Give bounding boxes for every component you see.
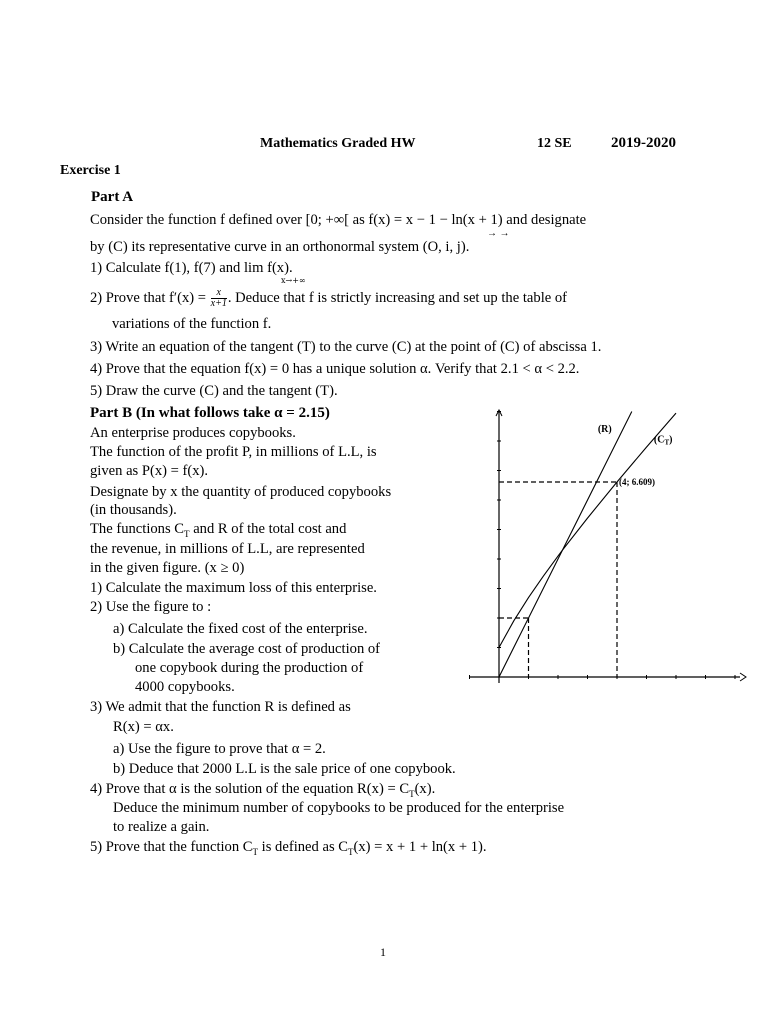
label-ct-text: (C	[653, 434, 665, 446]
label-point: (4; 6.609)	[619, 477, 655, 488]
line-6-text-b: and R of the total cost and	[189, 521, 347, 537]
revenue-line-r	[499, 412, 632, 678]
line-6-text: The functions C	[90, 521, 185, 537]
label-r: (R)	[597, 424, 612, 436]
part-b-q5	[90, 838, 487, 862]
part-b-q3c: a) Use the figure to prove that α = 2.	[113, 741, 326, 757]
part-b-line-2: The function of the profit P, in millions of L.L, is	[90, 444, 377, 460]
part-a-q4: 4) Prove that the equation f(x) = 0 has a unique solution α. Verify that 2.1 < α < 2.2.	[90, 361, 580, 377]
class-label: 12 SE	[537, 136, 572, 151]
q5-text: 5) Prove that the function C	[90, 839, 253, 855]
x-axis-arrow	[740, 673, 746, 681]
q5-sub-b: T	[348, 846, 354, 857]
part-a-q2-cont: variations of the function f.	[112, 316, 272, 332]
q4a-sub: T	[409, 788, 415, 799]
q5-text-b: is defined as C	[258, 839, 349, 855]
guide-lines	[499, 482, 617, 677]
part-b-line-5: (in thousands).	[90, 502, 177, 518]
q4a-text: 4) Prove that α is the solution of the equation R(x) = C	[90, 781, 410, 797]
fraction-numerator: x	[211, 288, 227, 299]
part-b-q2: 2) Use the figure to :	[90, 599, 212, 615]
part-b-line-3: given as P(x) = f(x).	[90, 463, 209, 479]
part-b-q2b-2: one copybook during the production of	[135, 660, 364, 676]
part-a-q2	[90, 288, 567, 309]
part-b-q2a: a) Calculate the fixed cost of the enterprise.	[113, 621, 368, 637]
line-6-sub: T	[184, 528, 190, 539]
curves	[499, 412, 676, 678]
part-a-intro-2: by (C) its representative curve in an orthonormal system (O, i, j).	[90, 239, 470, 255]
part-a-q3: 3) Write an equation of the tangent (T) to the curve (C) at the point of (C) of abscissa 1.	[90, 339, 602, 355]
part-b-q2b-3: 4000 copybooks.	[135, 679, 235, 695]
label-ct-sub: T	[664, 438, 670, 447]
part-b-line-1: An enterprise produces copybooks.	[90, 425, 296, 441]
doc-title: Mathematics Graded HW	[260, 136, 416, 151]
part-b-q4b: Deduce the minimum number of copybooks to be produced for the enterprise	[113, 800, 565, 816]
page-number: 1	[380, 945, 386, 959]
part-b-line-7: the revenue, in millions of L.L, are represented	[90, 541, 365, 557]
part-b-heading: Part B (In what follows take α = 2.15)	[90, 405, 330, 421]
ticks	[470, 412, 736, 680]
part-b-line-4: Designate by x the quantity of produced copybooks	[90, 484, 392, 500]
part-a-q1: 1) Calculate f(1), f(7) and lim f(x).	[90, 260, 293, 276]
fraction	[211, 288, 227, 309]
q5-sub: T	[252, 846, 259, 857]
part-a-heading: Part A	[91, 189, 134, 205]
q5-text-c: (x) = x + 1 + ln(x + 1).	[353, 839, 487, 855]
label-ct-end: )	[669, 434, 673, 446]
part-b-q4c: to realize a gain.	[113, 819, 210, 835]
q2-text-b: . Deduce that f is strictly increasing and set up the table of	[227, 289, 568, 306]
vector-arrows: → →	[487, 228, 510, 239]
part-b-line-8: in the given figure. (x ≥ 0)	[90, 560, 245, 576]
total-cost-curve-ct	[499, 413, 676, 647]
part-b-q3a: 3) We admit that the function R is defined as	[90, 699, 351, 715]
limit-subscript: x→+∞	[281, 276, 306, 285]
part-b-q2b-1: b) Calculate the average cost of production of	[113, 641, 381, 657]
q2-text-a: 2) Prove that f′(x) =	[90, 289, 206, 306]
part-b-q3d: b) Deduce that 2000 L.L is the sale price of one copybook.	[113, 761, 456, 777]
q4a-end: (x).	[414, 781, 436, 797]
fraction-denominator: x+1	[210, 298, 227, 309]
exercise-heading: Exercise 1	[60, 163, 121, 178]
part-b-q1: 1) Calculate the maximum loss of this enterprise.	[90, 580, 377, 596]
part-b-q3b: R(x) = αx.	[113, 719, 174, 735]
part-a-intro-1: Consider the function f defined over [0; +∞[ as f(x) = x − 1 − ln(x + 1) and designate	[90, 212, 587, 228]
year-label: 2019-2020	[611, 135, 676, 151]
axes	[470, 410, 747, 683]
part-a-q5: 5) Draw the curve (C) and the tangent (T).	[90, 383, 338, 399]
cost-revenue-graph	[440, 400, 750, 695]
label-ct	[654, 434, 673, 446]
